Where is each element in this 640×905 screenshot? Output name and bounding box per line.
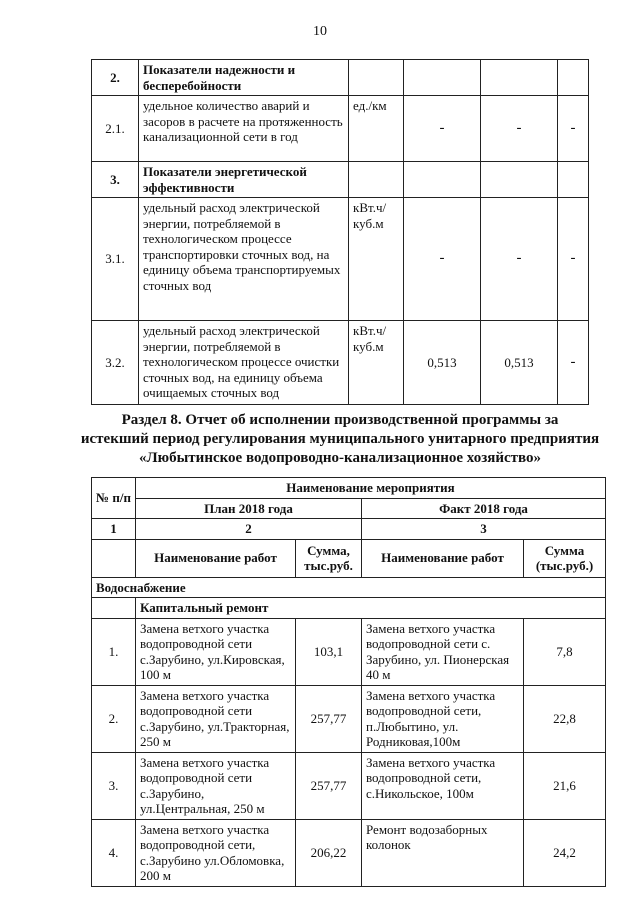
plan-work: Замена ветхого участка водопроводной сети с.Зарубино, ул.Центральная, 250 м	[136, 752, 296, 819]
column-number: 2	[136, 519, 362, 540]
plan-work: Замена ветхого участка водопроводной сети с.Зарубино, ул.Кировская, 100 м	[136, 618, 296, 685]
value-cell: 0,513	[404, 321, 481, 405]
table-row	[92, 618, 606, 685]
section-title-line: «Любытинское водопроводно-канализационное хозяйство»	[138, 450, 542, 466]
table-row	[92, 752, 606, 819]
value-cell	[558, 162, 589, 198]
fact-work: Ремонт водозаборных колонок	[362, 819, 524, 886]
row-number: 2.1.	[92, 96, 139, 162]
plan-sum: 103,1	[296, 618, 362, 685]
value-cell	[481, 60, 558, 96]
fact-work: Замена ветхого участка водопроводной сети, п.Любытино, ул. Родниковая,100м	[362, 685, 524, 752]
indicator-name: удельный расход электрической энергии, потребляемой в технологическом процессе транспортировки сточных вод, на единицу объема транспортируемых сточных вод	[139, 198, 349, 321]
subgroup-capital-repair: Капитальный ремонт	[136, 598, 606, 619]
indicator-name: удельное количество аварий и засоров в расчете на протяженность канализационной сети в год	[139, 96, 349, 162]
fact-sum: 22,8	[524, 685, 606, 752]
header-plan: План 2018 года	[136, 498, 362, 519]
value-cell	[404, 60, 481, 96]
table-row	[92, 819, 606, 886]
column-numbers-row	[92, 519, 606, 540]
column-number: 3	[362, 519, 606, 540]
plan-sum: 257,77	[296, 685, 362, 752]
value-cell: -	[481, 96, 558, 162]
unit-cell: кВт.ч/куб.м	[349, 198, 404, 321]
section-title-line: Раздел 8. Отчет об исполнении производственной программы за	[121, 412, 559, 428]
value-cell: -	[558, 198, 589, 321]
empty-cell	[92, 539, 136, 577]
group-row	[92, 577, 606, 598]
table-header-row	[92, 539, 606, 577]
header-sum-plan: Сумма, тыс.руб.	[296, 539, 362, 577]
unit-cell: кВт.ч/куб.м	[349, 321, 404, 405]
row-number: 4.	[92, 819, 136, 886]
fact-work: Замена ветхого участка водопроводной сети, с.Никольское, 100м	[362, 752, 524, 819]
section-title-line: истекший период регулирования муниципального унитарного предприятия	[80, 431, 600, 447]
empty-cell	[92, 598, 136, 619]
group-water-supply: Водоснабжение	[92, 577, 606, 598]
value-cell: 0,513	[481, 321, 558, 405]
unit-cell	[349, 162, 404, 198]
section-title	[60, 411, 620, 468]
value-cell: -	[558, 96, 589, 162]
unit-cell: ед./км	[349, 96, 404, 162]
value-cell	[404, 162, 481, 198]
header-measure-name: Наименование мероприятия	[136, 478, 606, 499]
row-number: 2.	[92, 685, 136, 752]
plan-sum: 257,77	[296, 752, 362, 819]
header-works-fact: Наименование работ	[362, 539, 524, 577]
indicator-group-name: Показатели надежности и бесперебойности	[139, 60, 349, 96]
header-works-plan: Наименование работ	[136, 539, 296, 577]
row-number: 3.	[92, 752, 136, 819]
plan-work: Замена ветхого участка водопроводной сети, с.Зарубино ул.Обломовка, 200 м	[136, 819, 296, 886]
value-cell: -	[404, 198, 481, 321]
row-number: 2.	[92, 60, 139, 96]
fact-work: Замена ветхого участка водопроводной сети с. Зарубино, ул. Пионерская 40 м	[362, 618, 524, 685]
indicators-table	[91, 59, 589, 405]
page-number: 10	[313, 24, 327, 39]
table-header-row	[92, 478, 606, 499]
table-row	[92, 198, 589, 321]
fact-sum: 7,8	[524, 618, 606, 685]
unit-cell	[349, 60, 404, 96]
value-cell: -	[481, 198, 558, 321]
value-cell: -	[558, 321, 589, 405]
table-row	[92, 96, 589, 162]
subgroup-row	[92, 598, 606, 619]
row-number: 3.	[92, 162, 139, 198]
indicator-name: удельный расход электрической энергии, потребляемой в технологическом процессе очистки сточных вод, на единицу объема очищаемых сточных вод	[139, 321, 349, 405]
value-cell	[558, 60, 589, 96]
column-number: 1	[92, 519, 136, 540]
header-sum-fact: Сумма (тыс.руб.)	[524, 539, 606, 577]
header-number: № п/п	[92, 478, 136, 519]
fact-sum: 24,2	[524, 819, 606, 886]
plan-sum: 206,22	[296, 819, 362, 886]
header-fact: Факт 2018 года	[362, 498, 606, 519]
table-row	[92, 685, 606, 752]
fact-sum: 21,6	[524, 752, 606, 819]
table-row	[92, 60, 589, 96]
table-row	[92, 321, 589, 405]
table-row	[92, 162, 589, 198]
program-report-table	[91, 477, 606, 887]
row-number: 3.1.	[92, 198, 139, 321]
row-number: 3.2.	[92, 321, 139, 405]
table-header-row	[92, 498, 606, 519]
value-cell	[481, 162, 558, 198]
value-cell: -	[404, 96, 481, 162]
indicator-group-name: Показатели энергетической эффективности	[139, 162, 349, 198]
plan-work: Замена ветхого участка водопроводной сети с.Зарубино, ул.Тракторная, 250 м	[136, 685, 296, 752]
row-number: 1.	[92, 618, 136, 685]
